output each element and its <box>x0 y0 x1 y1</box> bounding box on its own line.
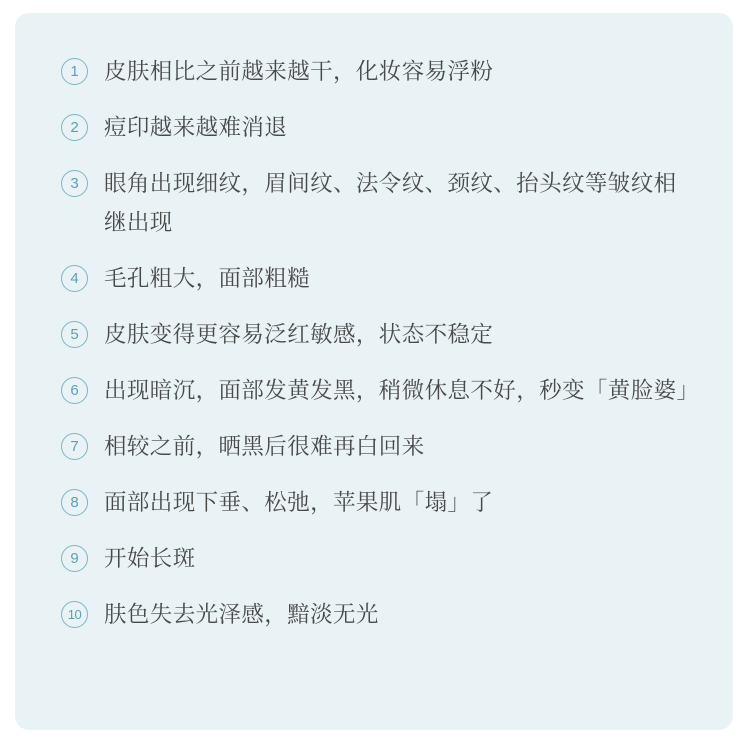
list-item <box>61 109 699 148</box>
list-item <box>61 316 699 355</box>
list-item-number: 5 <box>61 321 88 348</box>
list-item-label: 开始长斑 <box>104 546 196 572</box>
content-card <box>15 13 733 730</box>
list-item <box>61 260 699 299</box>
list-item <box>61 596 699 635</box>
list-item <box>61 484 699 523</box>
list-item-label: 皮肤变得更容易泛红敏感，状态不稳定 <box>104 322 494 348</box>
list-item-label: 肤色失去光泽感，黯淡无光 <box>104 602 379 628</box>
list-item-number: 1 <box>61 58 88 85</box>
list-item-label: 面部出现下垂、松弛，苹果肌「塌」了 <box>104 490 494 516</box>
list-item-number: 6 <box>61 377 88 404</box>
list-item <box>61 428 699 467</box>
list-item-label: 相较之前，晒黑后很难再白回来 <box>104 434 425 460</box>
list-item-number: 9 <box>61 545 88 572</box>
skin-aging-signs-list <box>61 53 699 635</box>
list-item <box>61 53 699 92</box>
list-item-number: 2 <box>61 114 88 141</box>
list-item-label: 毛孔粗大，面部粗糙 <box>104 266 311 292</box>
list-item-number: 3 <box>61 170 88 197</box>
list-item-number: 4 <box>61 265 88 292</box>
list-item-label: 眼角出现细纹，眉间纹、法令纹、颈纹、抬头纹等皱纹相继出现 <box>104 171 677 236</box>
list-item-number: 8 <box>61 489 88 516</box>
list-item-label: 皮肤相比之前越来越干，化妆容易浮粉 <box>104 59 494 85</box>
list-item <box>61 165 699 243</box>
list-item-number: 7 <box>61 433 88 460</box>
list-item-label: 出现暗沉，面部发黄发黑，稍微休息不好，秒变「黄脸婆」 <box>104 378 700 404</box>
list-item-number: 10 <box>61 601 88 628</box>
list-item <box>61 540 699 579</box>
list-item-label: 痘印越来越难消退 <box>104 115 288 141</box>
list-item <box>61 372 699 411</box>
